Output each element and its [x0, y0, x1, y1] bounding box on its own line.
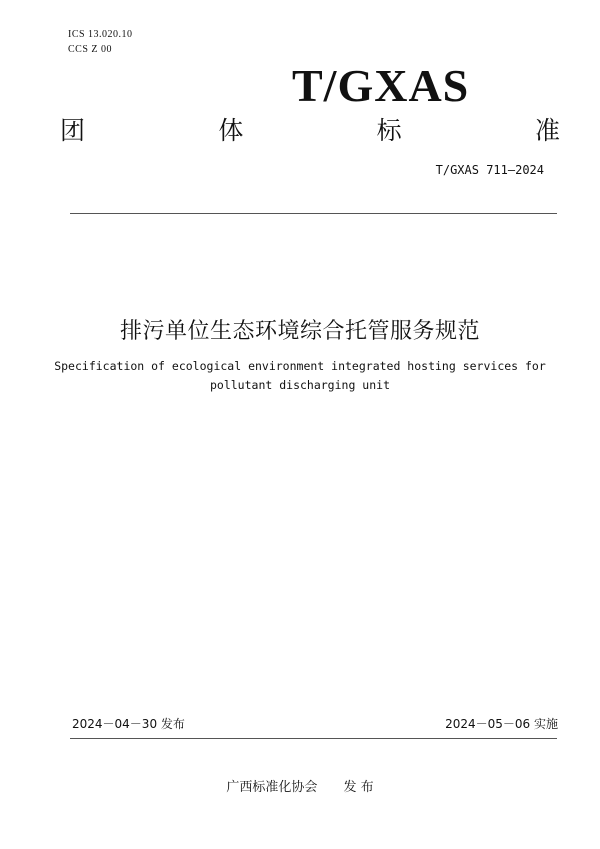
publish-date: 2024－04－30 发布	[72, 717, 185, 731]
title-english	[0, 357, 600, 395]
standard-brand: T/GXAS	[292, 60, 470, 111]
ccs-code: CCS Z 00	[68, 44, 113, 55]
standard-type-char-1: 团	[60, 116, 86, 145]
issuer-organization: 广西标准化协会	[226, 780, 318, 795]
title-english-line-1: Specification of ecological environment integrated hosting services for	[54, 359, 546, 373]
implement-date: 2024－05－06 实施	[445, 717, 558, 731]
ics-code: ICS 13.020.10	[68, 29, 133, 40]
standard-type-char-3: 标	[376, 116, 402, 145]
standard-type-char-2: 体	[218, 116, 244, 145]
title-english-line-2: pollutant discharging unit	[209, 378, 390, 392]
issuer-line	[0, 776, 600, 795]
footer-divider	[70, 738, 557, 739]
standard-type	[60, 114, 560, 148]
header-divider	[70, 213, 557, 214]
issuer-action: 发 布	[343, 780, 374, 795]
standard-number: T/GXAS 711—2024	[435, 163, 544, 177]
title-chinese: 排污单位生态环境综合托管服务规范	[119, 319, 480, 344]
standard-type-char-4: 准	[534, 116, 560, 145]
